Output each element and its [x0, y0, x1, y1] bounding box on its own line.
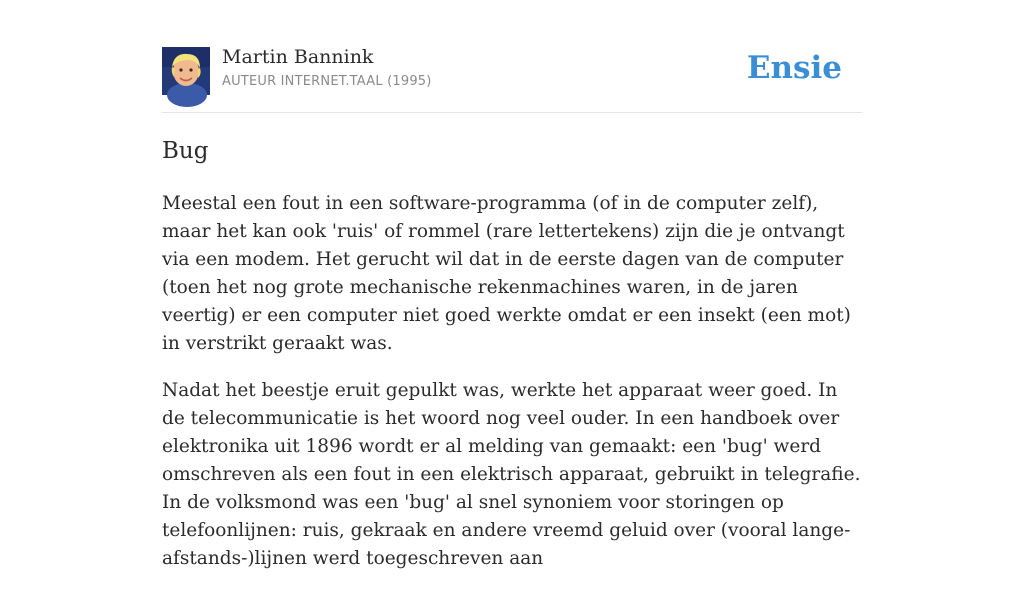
entry-title: Bug — [162, 138, 209, 164]
author-avatar[interactable] — [162, 47, 210, 95]
entry-body — [162, 190, 862, 592]
content-container — [162, 0, 862, 569]
author-meta: AUTEUR INTERNET.TAAL (1995) — [222, 74, 432, 89]
entry-paragraph: Nadat het beestje eruit gepulkt was, werkte het apparaat weer goed. In de telecommunicatie is het woord nog veel ouder. In een handboek over elektronika uit 1896 wordt er al melding van gemaakt: een 'bug' werd omschreven als een fout in een elektrisch apparaat, gebruikt in telegrafie. In de volksmond was een 'bug' al snel synoniem voor storingen op telefoonlijnen: ruis, gekraak en andere vreemd geluid over (vooral lange-afstands-)lijnen werd toegeschreven aan — [162, 380, 861, 569]
entry-paragraph: Meestal een fout in een software-programma (of in de computer zelf), maar het kan ook 'ruis' of rommel (rare lettertekens) zijn die je ontvangt via een modem. Het gerucht wil dat in de eerste dagen van de computer (toen het nog grote mechanische rekenmachines waren, in de jaren veertig) er een computer niet goed werkte omdat er een insekt (een mot) in verstrikt geraakt was. — [162, 193, 851, 354]
author-name[interactable]: Martin Bannink — [222, 46, 374, 68]
author-photo-icon — [162, 47, 210, 95]
header — [162, 0, 862, 113]
brand-logo[interactable]: Ensie — [746, 50, 842, 86]
